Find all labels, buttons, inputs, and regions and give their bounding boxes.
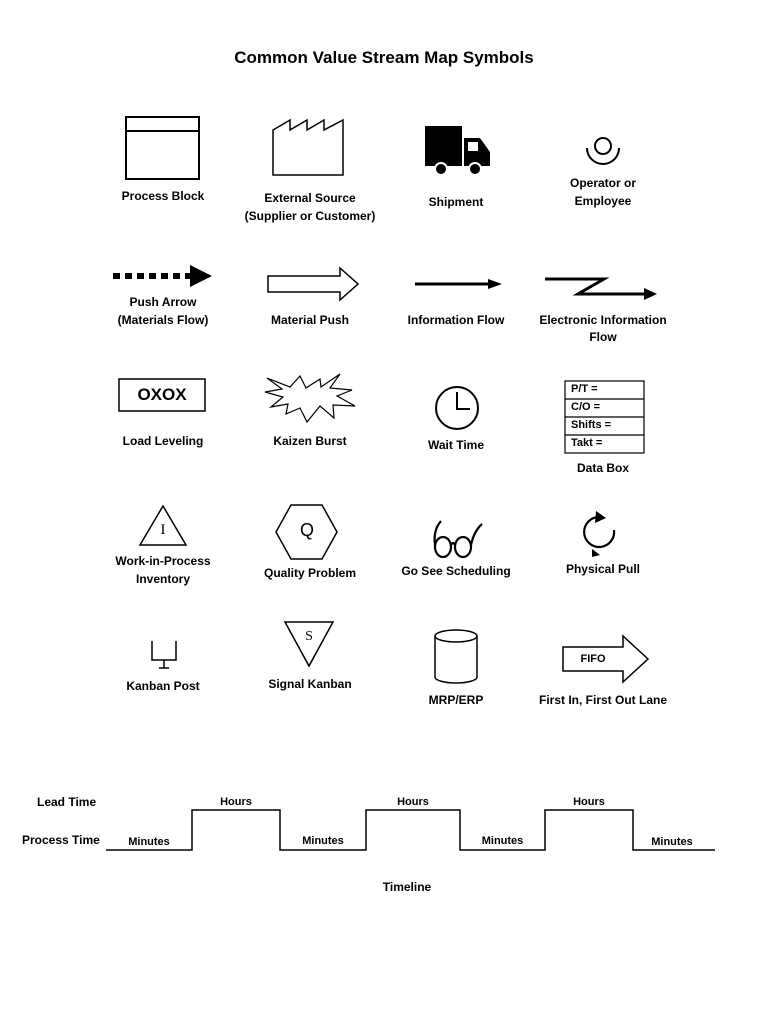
data-box-row-takt: Takt =: [571, 437, 603, 449]
kaizen-burst-icon: [265, 374, 355, 422]
push-arrow-sublabel: (Materials Flow): [117, 313, 209, 327]
operator-label: Operator or: [569, 176, 636, 190]
electronic-flow-label: Electronic Information: [539, 313, 667, 327]
material-push-label: Material Push: [270, 313, 350, 327]
external-source-label: External Source: [264, 191, 356, 205]
wait-time-label: Wait Time: [427, 438, 484, 452]
go-see-label: Go See Scheduling: [401, 564, 511, 578]
wip-label: Work-in-Process: [115, 554, 211, 568]
kanban-post-label: Kanban Post: [126, 679, 200, 693]
information-flow-arrow-icon: [415, 279, 502, 289]
database-cylinder-icon: [435, 630, 477, 683]
timeline-hours-3: Hours: [573, 796, 605, 808]
factory-icon: [273, 120, 343, 175]
fifo-arrow-text: FIFO: [580, 653, 606, 665]
timeline-minutes-4: Minutes: [651, 836, 693, 848]
physical-pull-icon: [584, 511, 614, 557]
quality-problem-label: Quality Problem: [263, 566, 357, 580]
shipment-label: Shipment: [428, 195, 484, 209]
external-source-sublabel: (Supplier or Customer): [244, 209, 376, 223]
timeline-step-line: [106, 810, 715, 850]
data-box-row-co: C/O =: [571, 401, 601, 413]
page-title: Common Value Stream Map Symbols: [234, 48, 534, 67]
fifo-label: First In, First Out Lane: [538, 693, 667, 707]
truck-icon: [425, 126, 490, 175]
data-box-row-shifts: Shifts =: [571, 419, 612, 431]
process-block-icon: [126, 117, 199, 179]
load-leveling-box-text: OXOX: [137, 385, 187, 404]
data-box-label: Data Box: [576, 461, 629, 475]
glasses-icon: [435, 521, 482, 557]
lead-time-label: Lead Time: [37, 795, 97, 809]
timeline-minutes-2: Minutes: [302, 835, 344, 847]
kaizen-burst-label: Kaizen Burst: [273, 434, 347, 448]
operator-icon: [587, 138, 619, 164]
data-box-row-pt: P/T =: [571, 383, 598, 395]
clock-icon: [436, 387, 478, 429]
push-arrow-icon: [113, 265, 212, 287]
process-time-label: Process Time: [22, 833, 100, 847]
electronic-flow-arrow-icon: [545, 279, 657, 300]
signal-letter: S: [305, 629, 313, 644]
load-leveling-label: Load Leveling: [122, 434, 204, 448]
operator-sublabel: Employee: [574, 194, 632, 208]
signal-kanban-label: Signal Kanban: [268, 677, 352, 691]
timeline-minutes-1: Minutes: [128, 836, 170, 848]
timeline-minutes-3: Minutes: [481, 835, 524, 847]
physical-pull-label: Physical Pull: [565, 562, 641, 576]
timeline-caption: Timeline: [382, 880, 432, 894]
kanban-post-icon: [152, 641, 176, 668]
quality-letter: Q: [299, 520, 314, 540]
process-block-label: Process Block: [121, 189, 205, 203]
electronic-flow-sublabel: Flow: [589, 330, 617, 344]
mrp-erp-label: MRP/ERP: [428, 693, 484, 707]
material-push-arrow-icon: [268, 268, 358, 300]
timeline-hours-1: Hours: [220, 796, 252, 808]
information-flow-label: Information Flow: [407, 313, 505, 327]
wip-sublabel: Inventory: [135, 572, 190, 586]
timeline-hours-2: Hours: [397, 796, 429, 808]
wip-letter: I: [160, 522, 166, 538]
push-arrow-label: Push Arrow: [129, 295, 197, 309]
